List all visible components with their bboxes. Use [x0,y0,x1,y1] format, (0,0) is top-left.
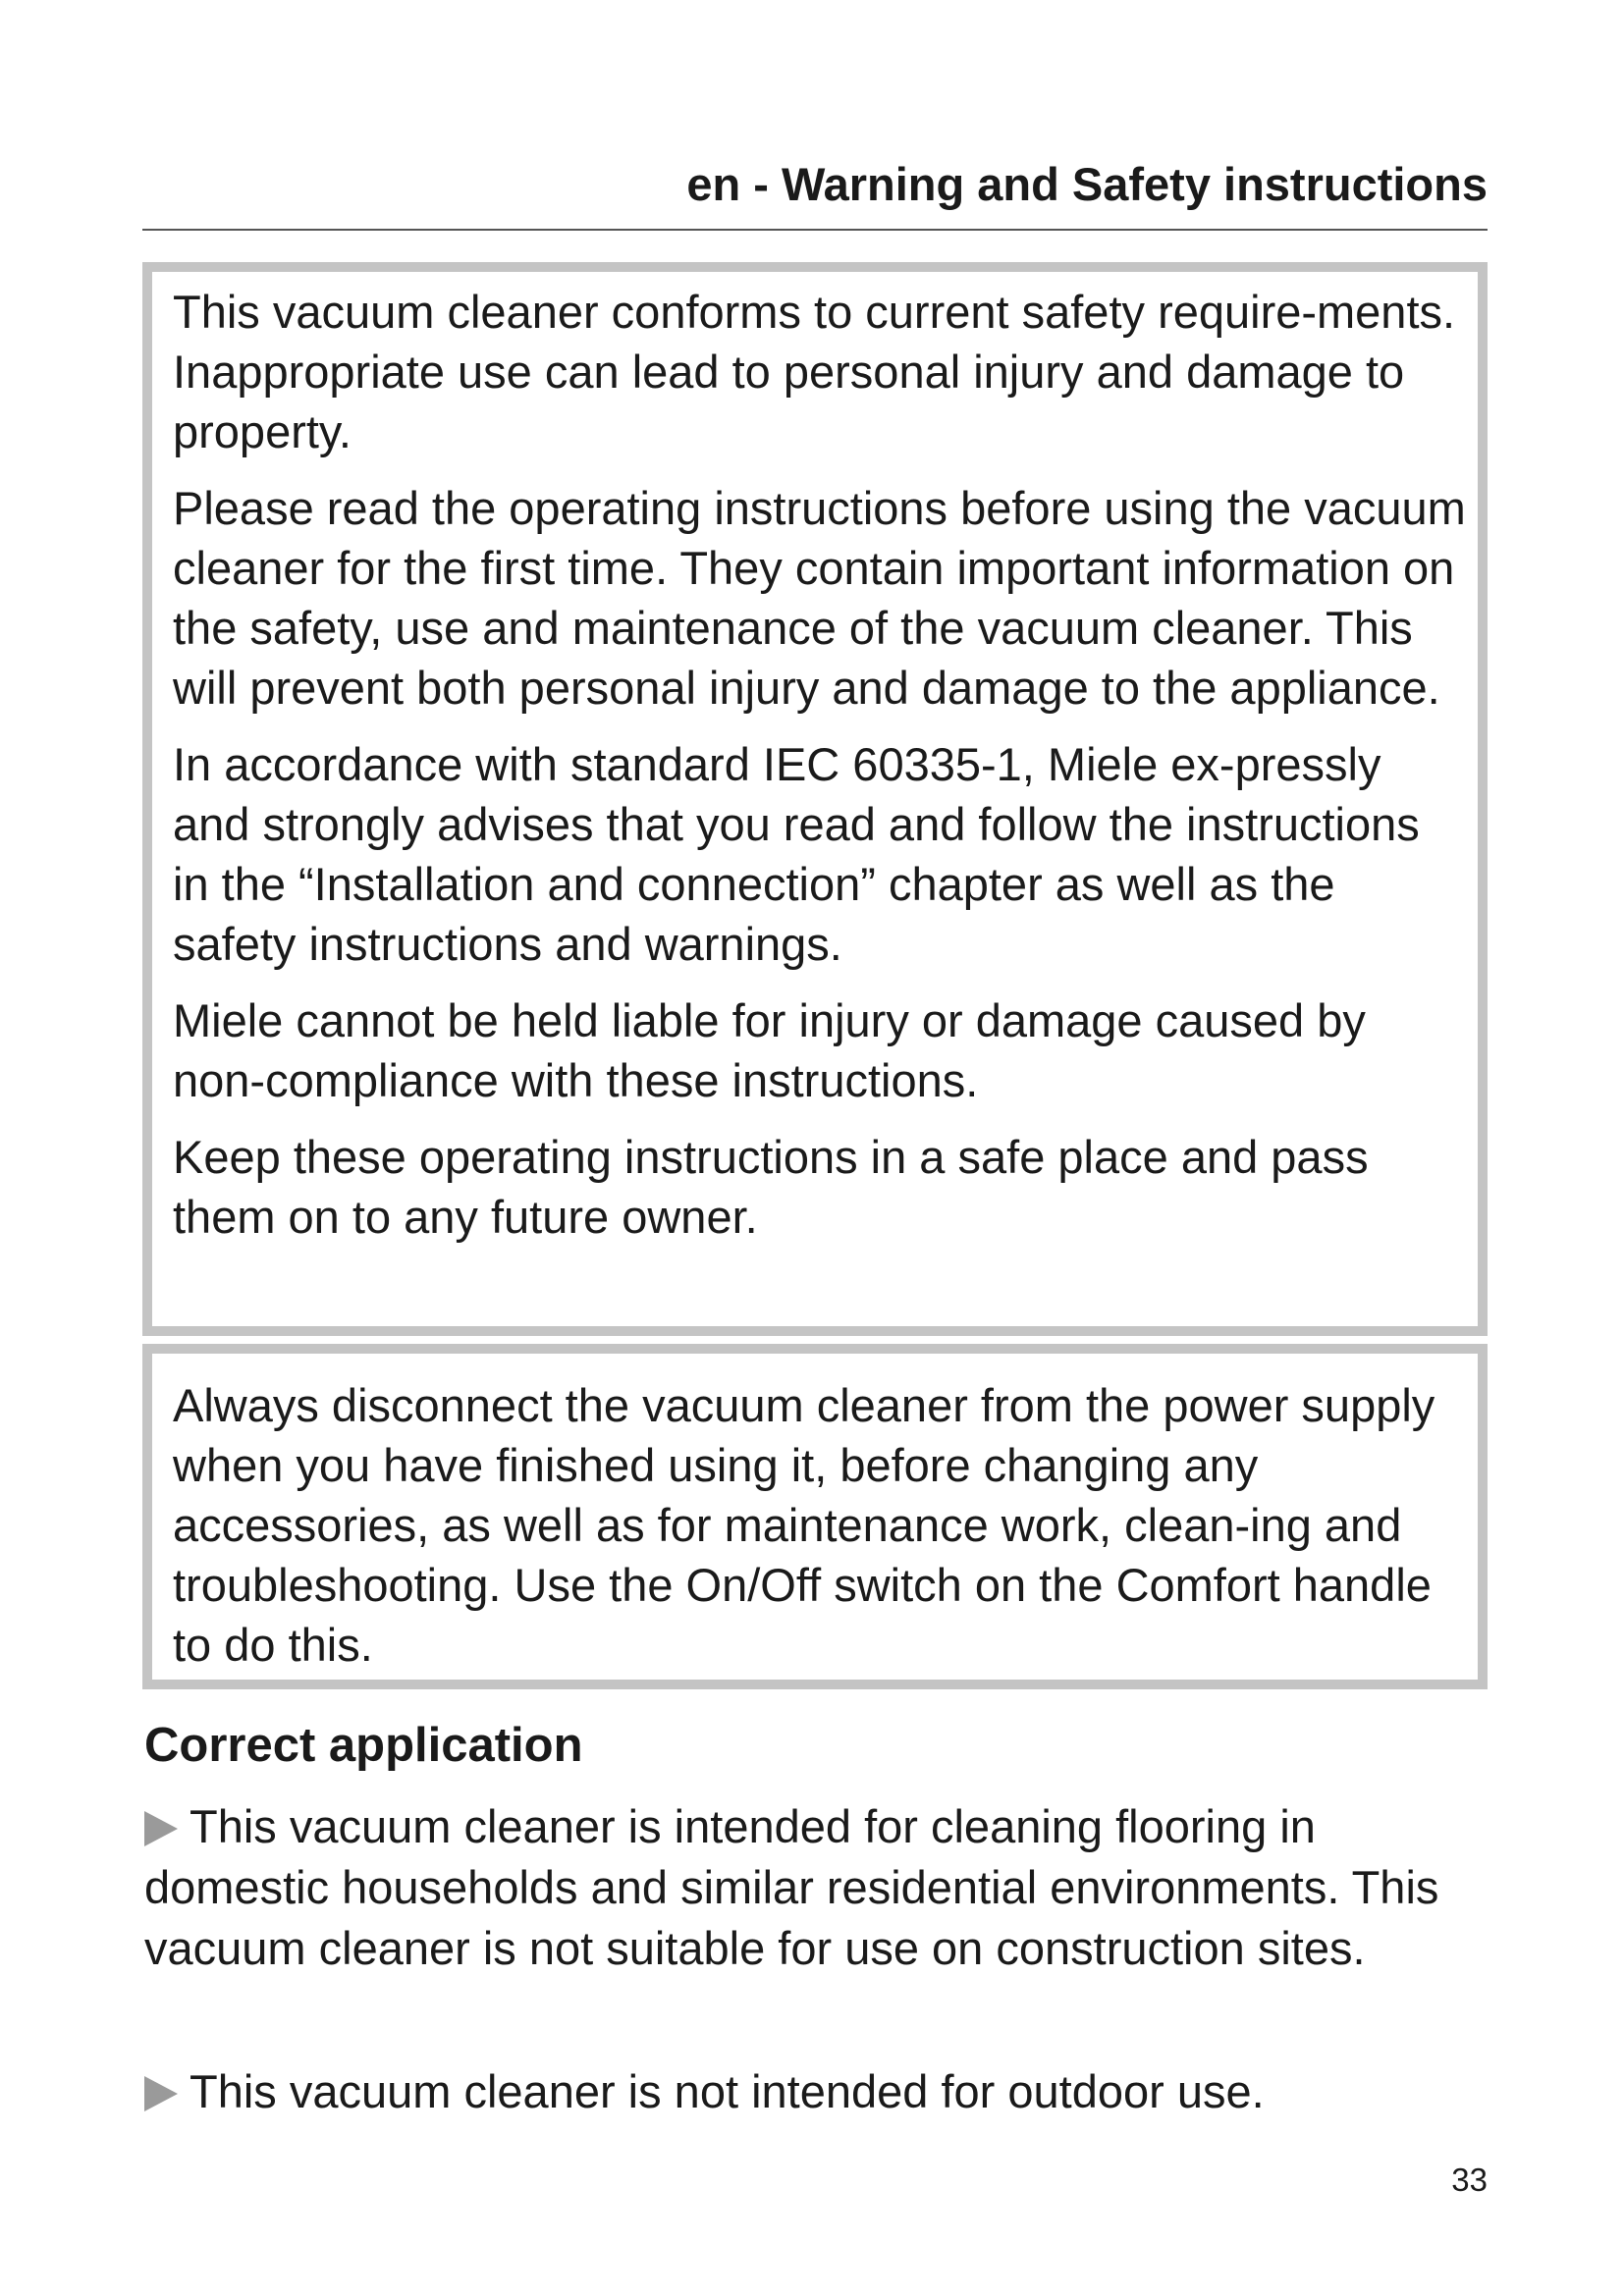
header-divider [142,229,1488,231]
safety-notice-box [142,262,1488,1336]
disconnect-warning-box [142,1344,1488,1689]
notice-paragraph: Keep these operating instructions in a safe place and pass them on to any future owner. [173,1131,1369,1243]
notice-paragraph: Miele cannot be held liable for injury or damage caused by non-compliance with these instructions. [173,994,1366,1106]
page-header: en - Warning and Safety instructions [686,158,1488,210]
bullet-item [144,2061,1499,2122]
bullet-text: This vacuum cleaner is intended for cleaning flooring in domestic households and similar residential environments. This vacuum cleaner is not suitable for use on construction sites. [144,1800,1439,1974]
warning-paragraph: Always disconnect the vacuum cleaner from the power supply when you have finished using it, before changing any accessories, as well as for maintenance work, clean-ing and troubleshooting. Use the On/Off switch on the Comfort handle to do this. [173,1379,1435,1671]
play-arrow-icon [144,2076,178,2111]
section-heading: Correct application [144,1719,583,1772]
play-arrow-icon [144,1811,178,1846]
page-number: 33 [1451,2162,1488,2198]
notice-paragraph: Please read the operating instructions before using the vacuum cleaner for the first time. They contain important information on the safety, use and maintenance of the vacuum cleaner. This will prevent both personal injury and damage to the appliance. [173,482,1466,714]
bullet-text: This vacuum cleaner is not intended for outdoor use. [189,2065,1265,2117]
notice-paragraph: In accordance with standard IEC 60335-1, Miele ex-pressly and strongly advises that you read and follow the instructions in the “Installation and connection” chapter as well as the safety instructions and warnings. [173,738,1420,970]
notice-paragraph: This vacuum cleaner conforms to current safety require-ments. Inappropriate use can lead to personal injury and damage to property. [173,286,1456,457]
bullet-item [144,1796,1499,1979]
